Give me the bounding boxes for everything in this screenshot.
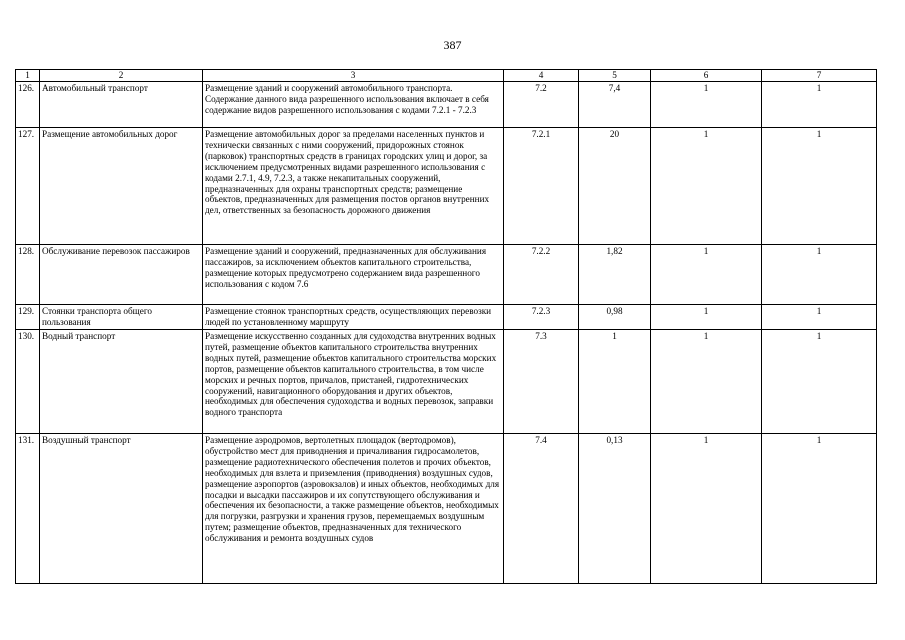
row-value: 7,4 [579, 82, 651, 128]
row-col7: 1 [762, 305, 877, 330]
table-row [16, 434, 877, 584]
row-name: Водный транспорт [40, 330, 203, 434]
row-code: 7.3 [504, 330, 579, 434]
row-description: Размещение автомобильных дорог за пределами населенных пунктов и технически связанных с ними сооружений, придорожных стоянок (парковок) транспортных средств в границах городских улиц и дорог, за исключением предусмотренных видами разрешенного использования с кодами 2.7.1, 4.9, 7.2.3, а также некапитальных сооружений, предназначенных для охраны транспортных средств; размещение объектов, предназначенных для размещения постов органов внутренних дел, ответственных за безопасность дорожного движения [203, 128, 504, 245]
row-value: 0,13 [579, 434, 651, 584]
header-col-5: 5 [579, 70, 651, 82]
row-code: 7.2.3 [504, 305, 579, 330]
row-number: 127. [16, 128, 40, 245]
row-col6: 1 [651, 245, 762, 305]
row-value: 1,82 [579, 245, 651, 305]
row-description: Размещение зданий и сооружений автомобильного транспорта. Содержание данного вида разрешенного использования включает в себя содержание видов разрешенного использования с кодами 7.2.1 - 7.2.3 [203, 82, 504, 128]
header-col-4: 4 [504, 70, 579, 82]
row-number: 130. [16, 330, 40, 434]
row-col7: 1 [762, 82, 877, 128]
row-description: Размещение стоянок транспортных средств, осуществляющих перевозки людей по установленному маршруту [203, 305, 504, 330]
row-name: Обслуживание перевозок пассажиров [40, 245, 203, 305]
row-col7: 1 [762, 245, 877, 305]
header-col-1: 1 [16, 70, 40, 82]
row-col6: 1 [651, 330, 762, 434]
row-code: 7.4 [504, 434, 579, 584]
table-row [16, 305, 877, 330]
row-name: Размещение автомобильных дорог [40, 128, 203, 245]
row-col7: 1 [762, 434, 877, 584]
row-col7: 1 [762, 330, 877, 434]
row-description: Размещение аэродромов, вертолетных площадок (вертодромов), обустройство мест для приводнения и причаливания гидросамолетов, размещение радиотехнического обеспечения полетов и прочих объектов, необходимых для взлета и приземления (приводнения) воздушных судов, размещение аэропортов (аэровокзалов) и иных объектов, необходимых для посадки и высадки пассажиров и их сопутствующего обслуживания и обеспечения их безопасности, а также размещение объектов, необходимых для погрузки, разгрузки и хранения грузов, перемещаемых воздушным путем; размещение объектов, предназначенных для технического обслуживания и ремонта воздушных судов [203, 434, 504, 584]
table-row [16, 330, 877, 434]
row-code: 7.2 [504, 82, 579, 128]
row-col6: 1 [651, 128, 762, 245]
row-name: Стоянки транспорта общего пользования [40, 305, 203, 330]
row-value: 1 [579, 330, 651, 434]
header-col-7: 7 [762, 70, 877, 82]
header-col-6: 6 [651, 70, 762, 82]
row-description: Размещение зданий и сооружений, предназначенных для обслуживания пассажиров, за исключением объектов капитального строительства, размещение которых предусмотрено содержанием вида разрешенного использования с кодом 7.6 [203, 245, 504, 305]
header-col-3: 3 [203, 70, 504, 82]
row-value: 0,98 [579, 305, 651, 330]
row-col7: 1 [762, 128, 877, 245]
row-description: Размещение искусственно созданных для судоходства внутренних водных путей, размещение объектов капитального строительства внутренних водных путей, размещение объектов капитального строительства морских портов, размещение объектов капитального строительства, в том числе морских и речных портов, причалов, пристаней, гидротехнических сооружений, навигационного оборудования и других объектов, необходимых для обеспечения судоходства и водных перевозок, заправки водного транспорта [203, 330, 504, 434]
header-col-2: 2 [40, 70, 203, 82]
row-number: 126. [16, 82, 40, 128]
row-number: 129. [16, 305, 40, 330]
row-name: Автомобильный транспорт [40, 82, 203, 128]
row-name: Воздушный транспорт [40, 434, 203, 584]
table-row [16, 128, 877, 245]
table-row [16, 245, 877, 305]
row-col6: 1 [651, 434, 762, 584]
table-row [16, 82, 877, 128]
row-value: 20 [579, 128, 651, 245]
page-number: 387 [443, 38, 462, 52]
row-code: 7.2.2 [504, 245, 579, 305]
row-col6: 1 [651, 305, 762, 330]
row-number: 131. [16, 434, 40, 584]
row-code: 7.2.1 [504, 128, 579, 245]
row-number: 128. [16, 245, 40, 305]
row-col6: 1 [651, 82, 762, 128]
land-use-table [15, 69, 877, 584]
header-row [16, 70, 877, 82]
